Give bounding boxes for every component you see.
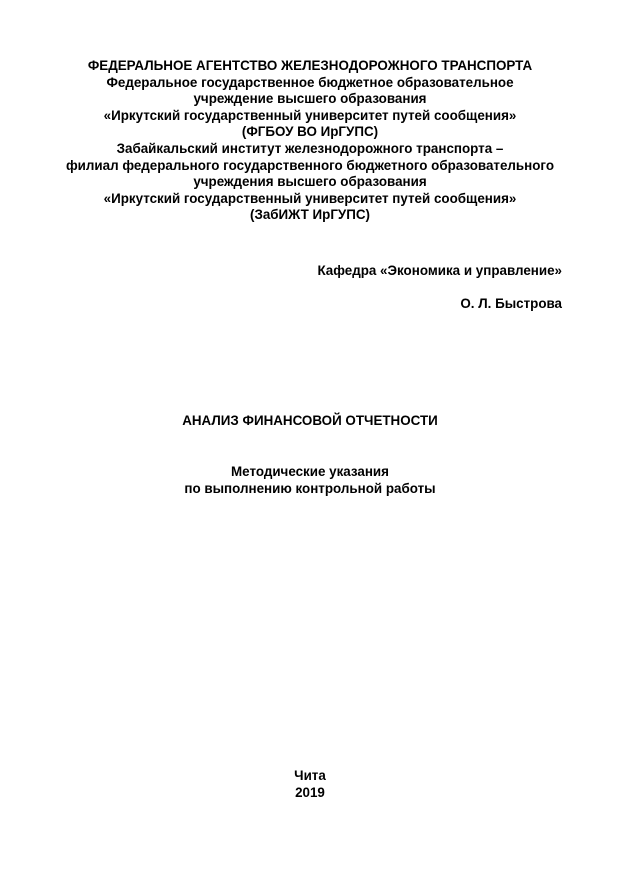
- header-line: «Иркутский государственный университет путей сообщения»: [103, 190, 517, 206]
- publication-year: 2019: [295, 785, 325, 800]
- header-line: Забайкальский институт железнодорожного транспорта –: [116, 140, 504, 156]
- publication-footer: [0, 767, 620, 801]
- document-subtitle: [0, 463, 620, 497]
- subtitle-line-2: по выполнению контрольной работы: [184, 481, 436, 496]
- header-line: Федеральное государственное бюджетное образовательное: [106, 74, 514, 90]
- author-name: О. Л. Быстрова: [460, 296, 562, 311]
- header-line: учреждения высшего образования: [193, 174, 427, 190]
- subtitle-line-1: Методические указания: [231, 464, 389, 479]
- publication-city: Чита: [294, 768, 326, 783]
- header-line: учреждение высшего образования: [193, 91, 427, 107]
- document-title: АНАЛИЗ ФИНАНСОВОЙ ОТЧЕТНОСТИ: [182, 413, 438, 428]
- institution-header: [40, 58, 580, 224]
- header-line: «Иркутский государственный университет путей сообщения»: [103, 107, 517, 123]
- department-name: Кафедра «Экономика и управление»: [317, 263, 562, 278]
- header-line: (ФГБОУ ВО ИрГУПС): [241, 124, 379, 140]
- header-line: филиал федерального государственного бюджетного образовательного: [65, 157, 555, 173]
- header-line: (ЗабИЖТ ИрГУПС): [249, 207, 370, 223]
- header-line: ФЕДЕРАЛЬНОЕ АГЕНТСТВО ЖЕЛЕЗНОДОРОЖНОГО ТРАНСПОРТА: [87, 58, 533, 73]
